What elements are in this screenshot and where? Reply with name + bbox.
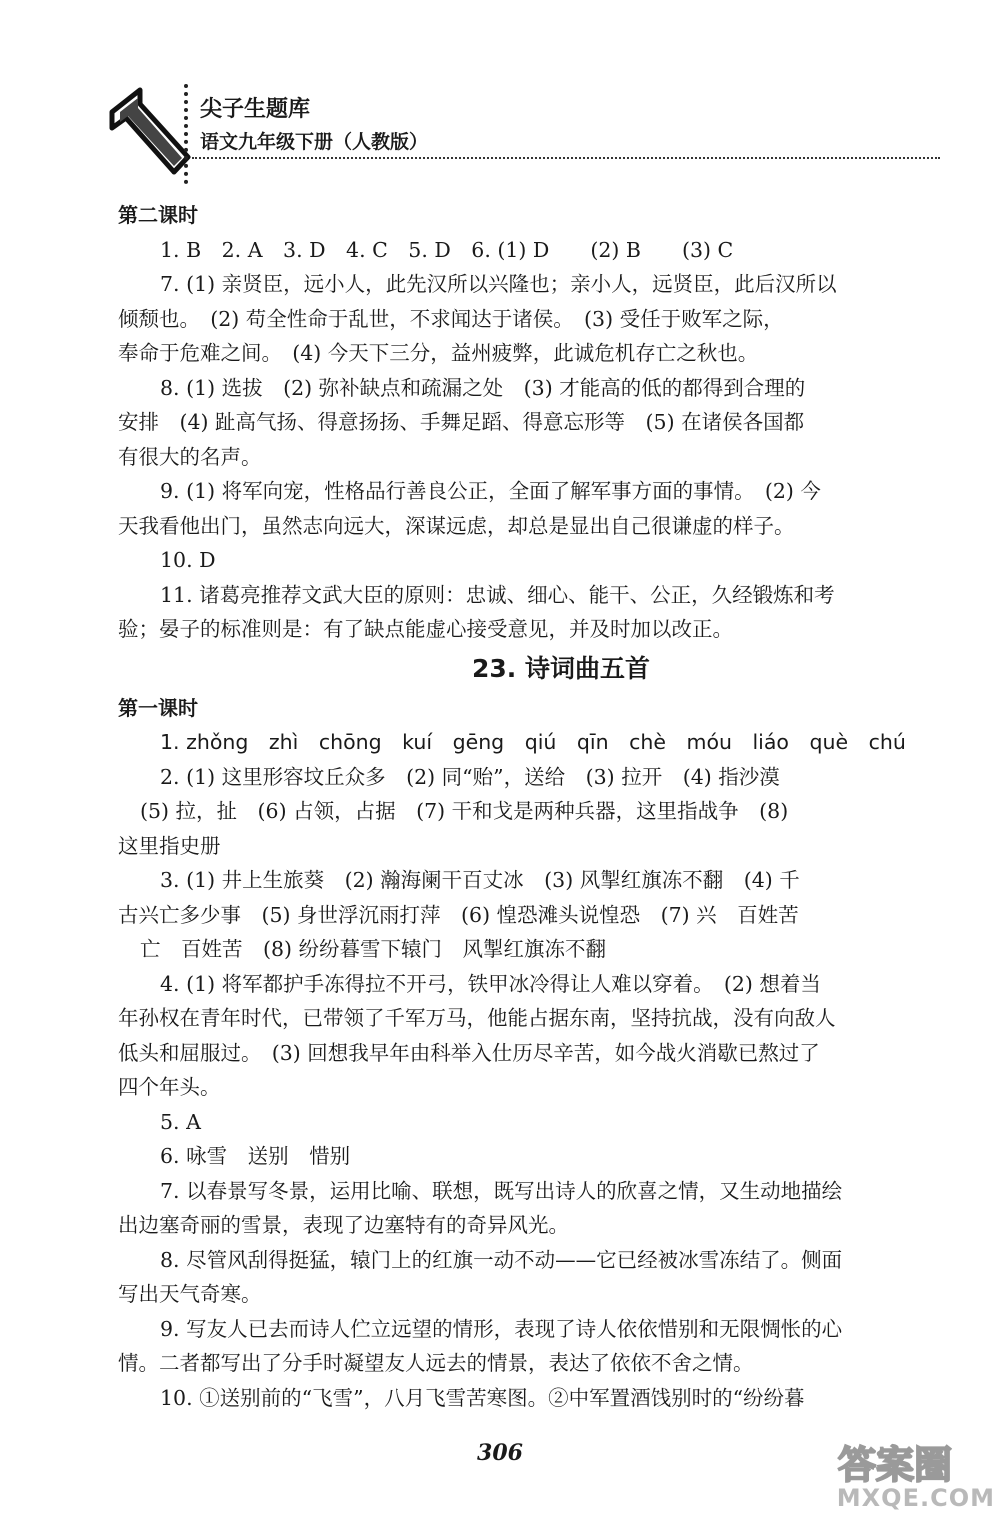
dotted-divider-vertical <box>184 84 192 184</box>
answer-line: 4. (1) 将军都护手冻得拉不开弓，铁甲冰冷得让人难以穿着。 (2) 想着当 <box>160 971 821 996</box>
answer-line: 安排 (4) 趾高气扬、得意扬扬、手舞足蹈、得意忘形等 (5) 在诸侯各国都 <box>118 410 805 434</box>
answer-line: 10. ①送别前的“飞雪”，八月飞雪苦寒图。②中军置酒饯别时的“纷纷暮 <box>160 1385 805 1410</box>
answer-line: 验；晏子的标准则是：有了缺点能虚心接受意见，并及时加以改正。 <box>118 617 733 641</box>
book-header <box>100 82 950 192</box>
answer-line: 古兴亡多少事 (5) 身世浮沉雨打萍 (6) 惶恐滩头说惶恐 (7) 兴 百姓苦 <box>118 902 799 927</box>
watermark-logo-icon <box>800 1440 990 1486</box>
answer-line: 8. (1) 选拔 (2) 弥补缺点和疏漏之处 (3) 才能高的低的都得到合理的 <box>160 375 806 400</box>
watermark <box>800 1440 995 1522</box>
answer-line: 7. 以春景写冬景，运用比喻、联想，既写出诗人的欣喜之情，又生动地描绘 <box>160 1178 843 1203</box>
answer-line: 1. B 2. A 3. D 4. C 5. D 6. (1) D (2) B (3) C <box>160 237 734 262</box>
page-number: 306 <box>477 1440 523 1466</box>
answer-line: 倾颓也。 (2) 苟全性命于乱世，不求闻达于诸侯。 (3) 受任于败军之际， <box>118 306 784 331</box>
answer-line: 3. (1) 井上生旅葵 (2) 瀚海阑干百丈冰 (3) 风掣红旗冻不翻 (4) 千 <box>160 868 800 892</box>
answer-line: 有很大的名声。 <box>118 444 262 469</box>
answer-line: 1. zhǒng zhì chōng kuí gēng qiú qīn chè móu liáo què chú <box>160 730 906 754</box>
answer-line: 天我看他出门，虽然志向远大，深谋远虑，却总是显出自己很谦虚的样子。 <box>118 513 795 538</box>
answer-line: 年孙权在青年时代，已带领了千军万马，他能占据东南，坚持抗战，没有向敌人 <box>118 1006 836 1030</box>
section-heading: 第二课时 <box>118 203 198 227</box>
answer-line: 8. 尽管风刮得挺猛，辕门上的红旗一动不动——它已经被冰雪冻结了。侧面 <box>160 1247 843 1272</box>
dotted-divider <box>192 157 940 159</box>
svg-text:答案圈: 答案圈 <box>837 1443 953 1486</box>
answer-content <box>118 198 944 1415</box>
answer-line: 2. (1) 这里形容坟丘众多 (2) 同“贻”，送给 (3) 拉开 (4) 指沙漠 <box>160 764 780 789</box>
answer-line: 这里指史册 <box>118 833 221 858</box>
answer-line: 低头和屈服过。 (3) 回想我早年由科举入仕历尽辛苦，如今战火消歇已熬过了 <box>118 1040 820 1065</box>
book-subtitle: 语文九年级下册（人教版） <box>200 131 429 153</box>
answer-line: (5) 拉，扯 (6) 占领，占据 (7) 干和戈是两种兵器，这里指战争 (8) <box>140 799 789 823</box>
answer-line: 9. (1) 将军向宠，性格品行善良公正，全面了解军事方面的事情。 (2) 今 <box>160 479 821 503</box>
answer-line: 写出天气奇寒。 <box>118 1282 262 1306</box>
section-heading: 第一课时 <box>118 695 198 720</box>
answer-line: 出边塞奇丽的雪景，表现了边塞特有的奇异风光。 <box>118 1213 569 1237</box>
answer-line: 10. D <box>160 548 216 572</box>
answer-line: 奉命于危难之间。 (4) 今天下三分，益州疲弊，此诚危机存亡之秋也。 <box>118 341 759 365</box>
book-series-title: 尖子生题库 <box>200 97 311 122</box>
answer-line: 6. 咏雪 送别 惜别 <box>160 1144 351 1168</box>
answer-line: 情。二者都写出了分手时凝望友人远去的情景，表达了依依不舍之情。 <box>118 1351 754 1375</box>
answer-line: 5. A <box>160 1109 201 1134</box>
watermark-domain: MXQE.COM <box>836 1484 995 1512</box>
answer-line: 7. (1) 亲贤臣，远小人，此先汉所以兴隆也；亲小人，远贤臣，此后汉所以 <box>160 272 837 296</box>
answer-line: 亡 百姓苦 (8) 纷纷暮雪下辕门 风掣红旗冻不翻 <box>140 937 607 961</box>
answer-line: 11. 诸葛亮推荐文武大臣的原则：忠诚、细心、能干、公正，久经锻炼和考 <box>160 582 835 607</box>
chapter-title: 23. 诗词曲五首 <box>472 653 650 683</box>
answer-line: 四个年头。 <box>118 1075 221 1099</box>
answer-line: 9. 写友人已去而诗人伫立远望的情形，表现了诗人依依惜别和无限惆怅的心 <box>160 1316 843 1341</box>
